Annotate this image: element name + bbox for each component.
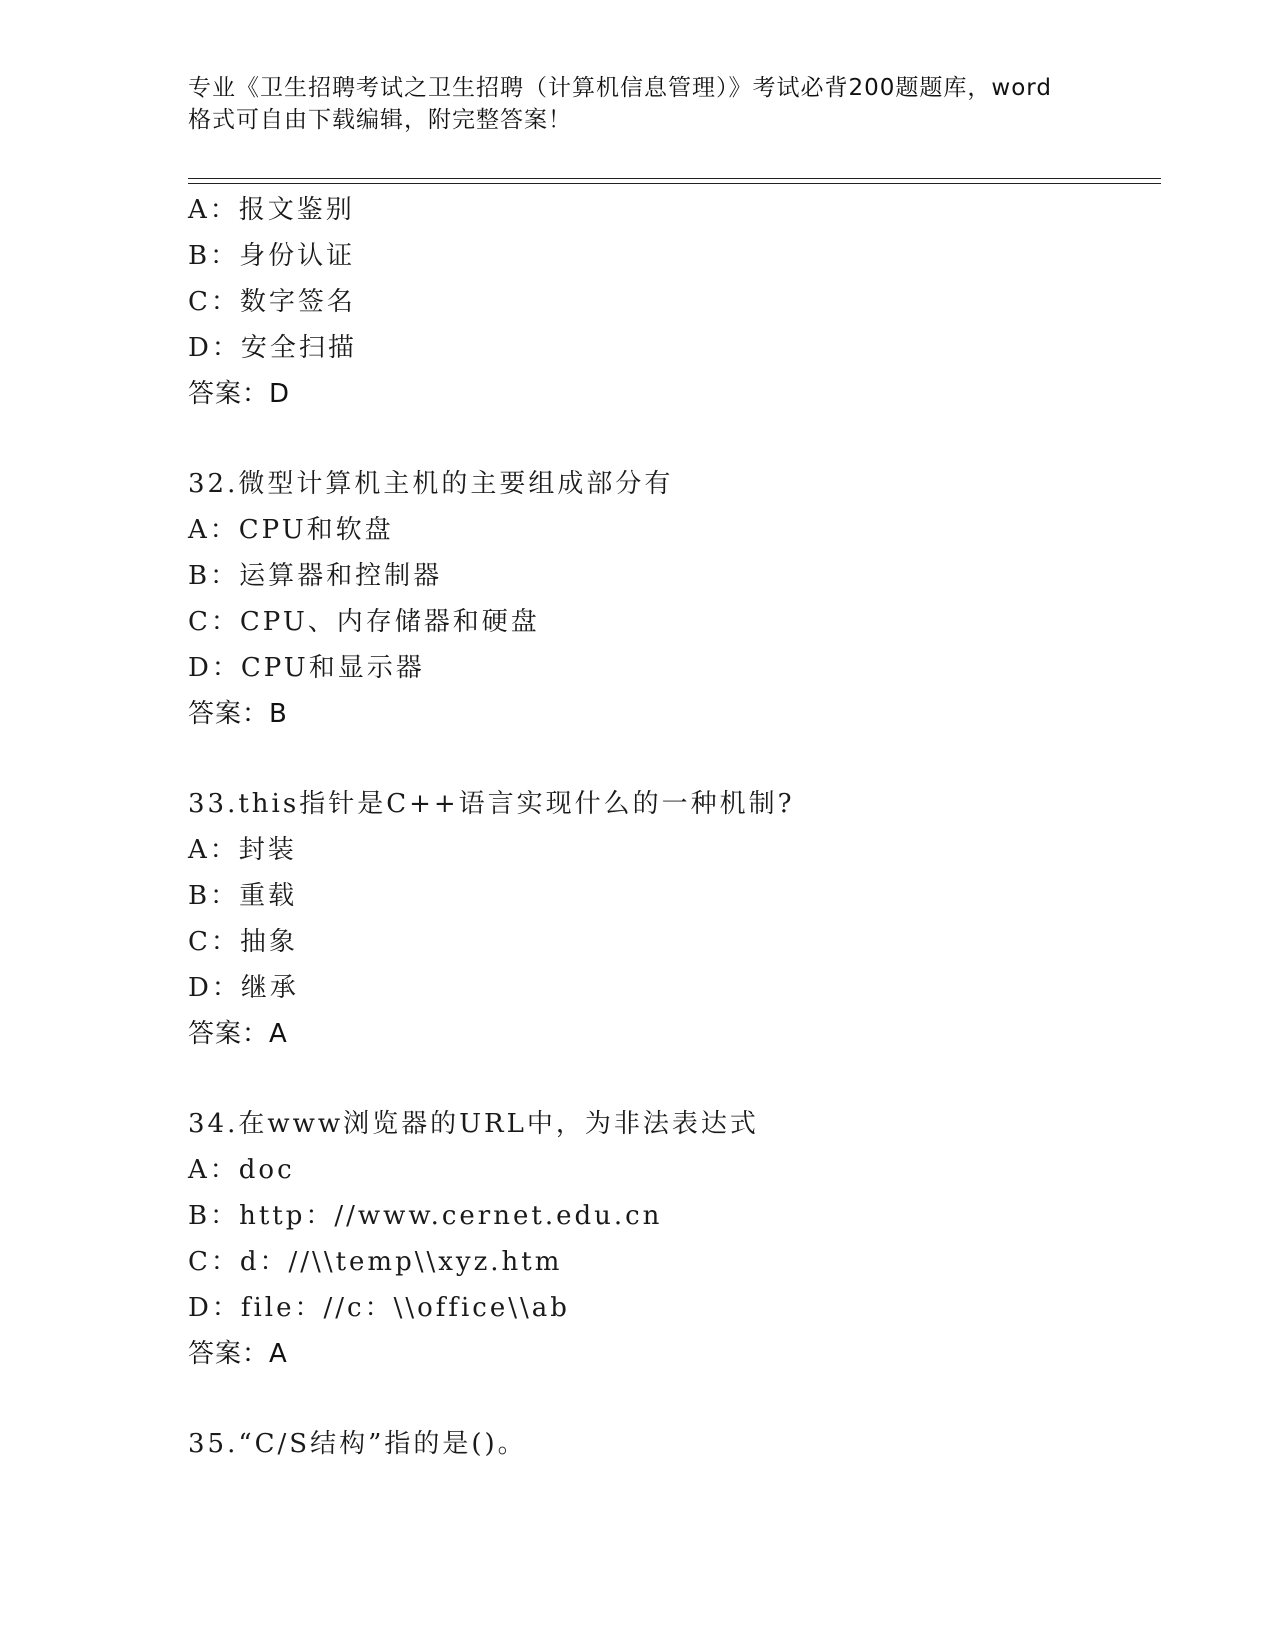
question-block-33 bbox=[188, 781, 1161, 1057]
question-block-31 bbox=[188, 187, 1161, 417]
option-a: A：CPU和软盘 bbox=[188, 515, 394, 545]
header-divider-bottom bbox=[188, 183, 1161, 184]
question-block-32 bbox=[188, 461, 1161, 737]
question-text: 35.“C/S结构”指的是()。 bbox=[188, 1429, 527, 1459]
option-a: A：封装 bbox=[188, 835, 297, 865]
option-d: D：继承 bbox=[188, 973, 299, 1003]
question-block-34 bbox=[188, 1101, 1161, 1377]
option-d: D：CPU和显示器 bbox=[188, 653, 425, 683]
option-d: D：file：//c：\\office\\ab bbox=[188, 1293, 570, 1323]
answer-line: 答案：A bbox=[188, 1019, 288, 1049]
header-divider-top bbox=[188, 178, 1161, 179]
option-b: B：http：//www.cernet.edu.cn bbox=[188, 1201, 663, 1231]
header-line-2: 格式可自由下载编辑，附完整答案！ bbox=[188, 107, 572, 133]
option-d: D：安全扫描 bbox=[188, 333, 357, 363]
question-list bbox=[188, 187, 1161, 1467]
option-b: B：运算器和控制器 bbox=[188, 561, 443, 591]
option-c: C：数字签名 bbox=[188, 287, 356, 317]
answer-line: 答案：B bbox=[188, 699, 288, 729]
option-b: B：身份认证 bbox=[188, 241, 356, 271]
answer-line: 答案：D bbox=[188, 379, 291, 409]
document-header bbox=[188, 72, 1108, 136]
question-text: 32.微型计算机主机的主要组成部分有 bbox=[188, 469, 674, 499]
option-c: C：d：//\\temp\\xyz.htm bbox=[188, 1247, 563, 1277]
option-c: C：CPU、内存储器和硬盘 bbox=[188, 607, 540, 637]
option-a: A：doc bbox=[188, 1155, 295, 1185]
header-line-1: 专业《卫生招聘考试之卫生招聘（计算机信息管理）》考试必背200题题库，word bbox=[188, 75, 1052, 101]
option-a: A：报文鉴别 bbox=[188, 195, 355, 225]
question-text: 34.在www浏览器的URL中，为非法表达式 bbox=[188, 1109, 759, 1139]
option-b: B：重载 bbox=[188, 881, 298, 911]
answer-line: 答案：A bbox=[188, 1339, 288, 1369]
question-text: 33.this指针是C++语言实现什么的一种机制? bbox=[188, 789, 795, 819]
question-block-35 bbox=[188, 1421, 1161, 1467]
option-c: C：抽象 bbox=[188, 927, 298, 957]
